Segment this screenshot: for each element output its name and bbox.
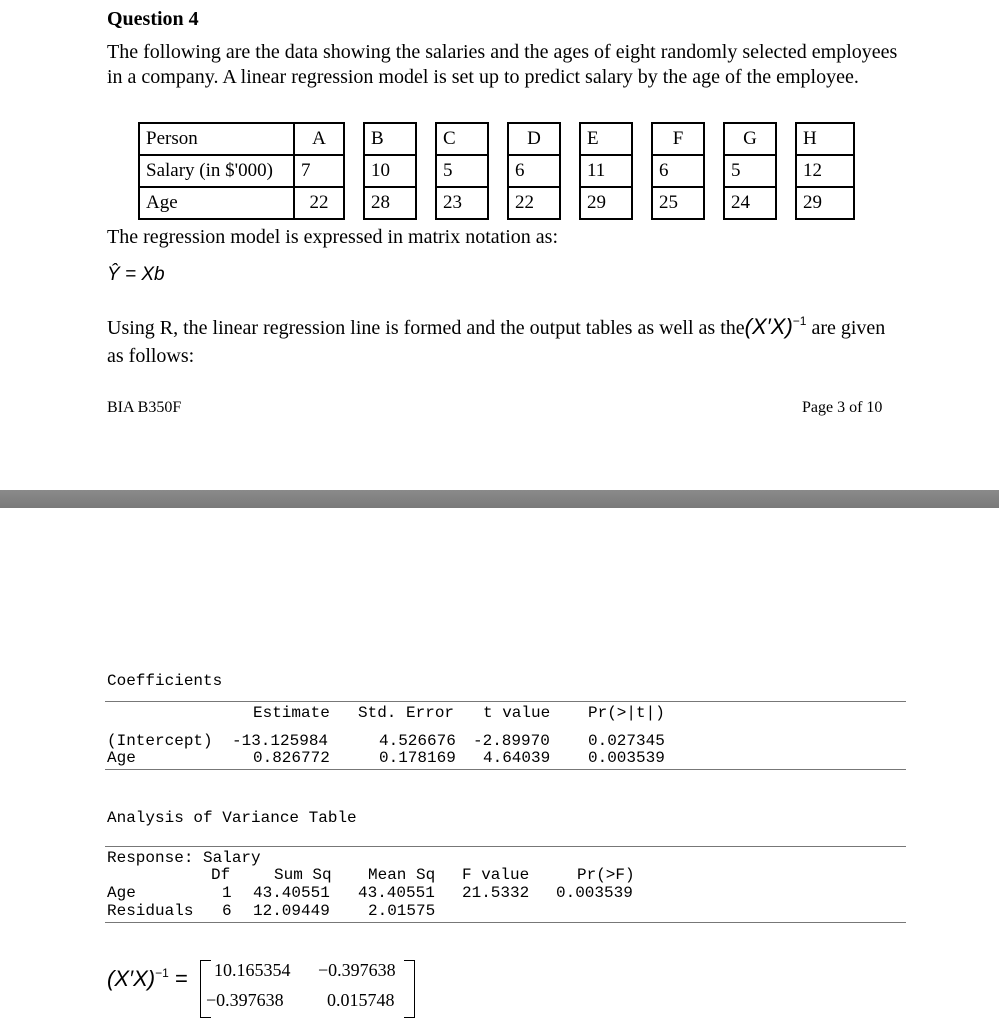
- table-cell: Person: [139, 123, 294, 155]
- divider: [105, 922, 906, 923]
- col-header: Df: [211, 866, 231, 884]
- p-value: 0.003539: [556, 884, 633, 902]
- meansq-value: 2.01575: [368, 902, 436, 920]
- table-cell: 22: [294, 187, 344, 219]
- col-header: Estimate: [253, 704, 330, 722]
- table-cell: Age: [139, 187, 294, 219]
- se-value: 0.178169: [379, 749, 456, 767]
- xtx-inverse-label: $(X'X)^{-1}$ =: [107, 966, 188, 991]
- using-text-after: are given as follows:: [107, 317, 886, 367]
- table-cell: 6: [652, 155, 704, 187]
- using-text-before: Using R, the linear regression line is formed and the output tables as well as the: [107, 317, 745, 339]
- table-row: [139, 187, 854, 219]
- df-value: 6: [222, 902, 232, 920]
- table-cell: 5: [436, 155, 488, 187]
- col-header: F value: [462, 866, 530, 884]
- question-intro: The following are the data showing the salaries and the ages of eight randomly selected employees in a company. A linear regression model is set up to predict salary by the age of the employee.: [107, 41, 898, 88]
- table-cell: 12: [796, 155, 854, 187]
- using-r-paragraph: [107, 307, 897, 370]
- df-value: 1: [222, 884, 232, 902]
- t-value: 4.64039: [483, 749, 551, 767]
- table-cell: 29: [796, 187, 854, 219]
- matrix-cell: −0.397638: [318, 960, 396, 980]
- col-header: t value: [483, 704, 551, 722]
- table-cell: 24: [724, 187, 776, 219]
- estimate-value: 0.826772: [253, 749, 330, 767]
- table-cell: B: [364, 123, 416, 155]
- course-code: BIA B350F: [107, 399, 182, 416]
- matrix-cell: 10.165354: [214, 960, 291, 980]
- matrix-cell: 0.015748: [327, 990, 395, 1010]
- table-cell: C: [436, 123, 488, 155]
- table-cell: 23: [436, 187, 488, 219]
- row-name: Age: [107, 749, 136, 767]
- coefficients-title: Coefficients: [107, 672, 223, 690]
- page-number: Page 3 of 10: [802, 399, 883, 416]
- question-title: Question 4: [107, 8, 199, 30]
- p-value: 0.003539: [588, 749, 665, 767]
- table-row: [139, 123, 854, 155]
- anova-title: Analysis of Variance Table: [107, 809, 357, 827]
- table-cell: A: [294, 123, 344, 155]
- table-cell: G: [724, 123, 776, 155]
- table-cell: 11: [580, 155, 632, 187]
- table-cell: D: [508, 123, 560, 155]
- table-cell: F: [652, 123, 704, 155]
- divider: [105, 701, 906, 702]
- table-cell: Salary (in $'000): [139, 155, 294, 187]
- sumsq-value: 12.09449: [253, 902, 330, 920]
- xtx-inverse-inline: $(X'X)^{-1}$: [744, 314, 807, 339]
- table-cell: 6: [508, 155, 560, 187]
- table-cell: 22: [508, 187, 560, 219]
- meansq-value: 43.40551: [358, 884, 435, 902]
- table-row: [139, 155, 854, 187]
- table-cell: 7: [294, 155, 344, 187]
- row-name: Age: [107, 884, 136, 902]
- p-value: 0.027345: [588, 732, 665, 750]
- divider: [105, 769, 906, 770]
- anova-response: Response: Salary: [107, 849, 261, 867]
- table-cell: E: [580, 123, 632, 155]
- table-cell: 5: [724, 155, 776, 187]
- page-3-bottom: [0, 0, 999, 490]
- estimate-value: -13.125984: [232, 732, 329, 750]
- page-separator: [0, 490, 999, 508]
- row-name: (Intercept): [107, 732, 213, 750]
- model-description: The regression model is expressed in matrix notation as:: [107, 226, 559, 248]
- table-cell: 25: [652, 187, 704, 219]
- matrix-right-bracket: [404, 960, 415, 1018]
- sumsq-value: 43.40551: [253, 884, 330, 902]
- col-header: Mean Sq: [368, 866, 436, 884]
- matrix-cell: −0.397638: [206, 990, 284, 1010]
- table-cell: H: [796, 123, 854, 155]
- t-value: -2.89970: [473, 732, 550, 750]
- salary-age-table: [138, 122, 855, 220]
- col-header: Std. Error: [358, 704, 455, 722]
- col-header: Pr(>|t|): [588, 704, 665, 722]
- col-header: Pr(>F): [577, 866, 635, 884]
- regression-equation: Ŷ = Xb: [107, 264, 165, 285]
- table-cell: 29: [580, 187, 632, 219]
- divider: [105, 846, 906, 847]
- row-name: Residuals: [107, 902, 194, 920]
- se-value: 4.526676: [379, 732, 456, 750]
- table-cell: 10: [364, 155, 416, 187]
- f-value: 21.5332: [462, 884, 530, 902]
- page-4-top: [0, 508, 999, 1024]
- table-cell: 28: [364, 187, 416, 219]
- col-header: Sum Sq: [274, 866, 332, 884]
